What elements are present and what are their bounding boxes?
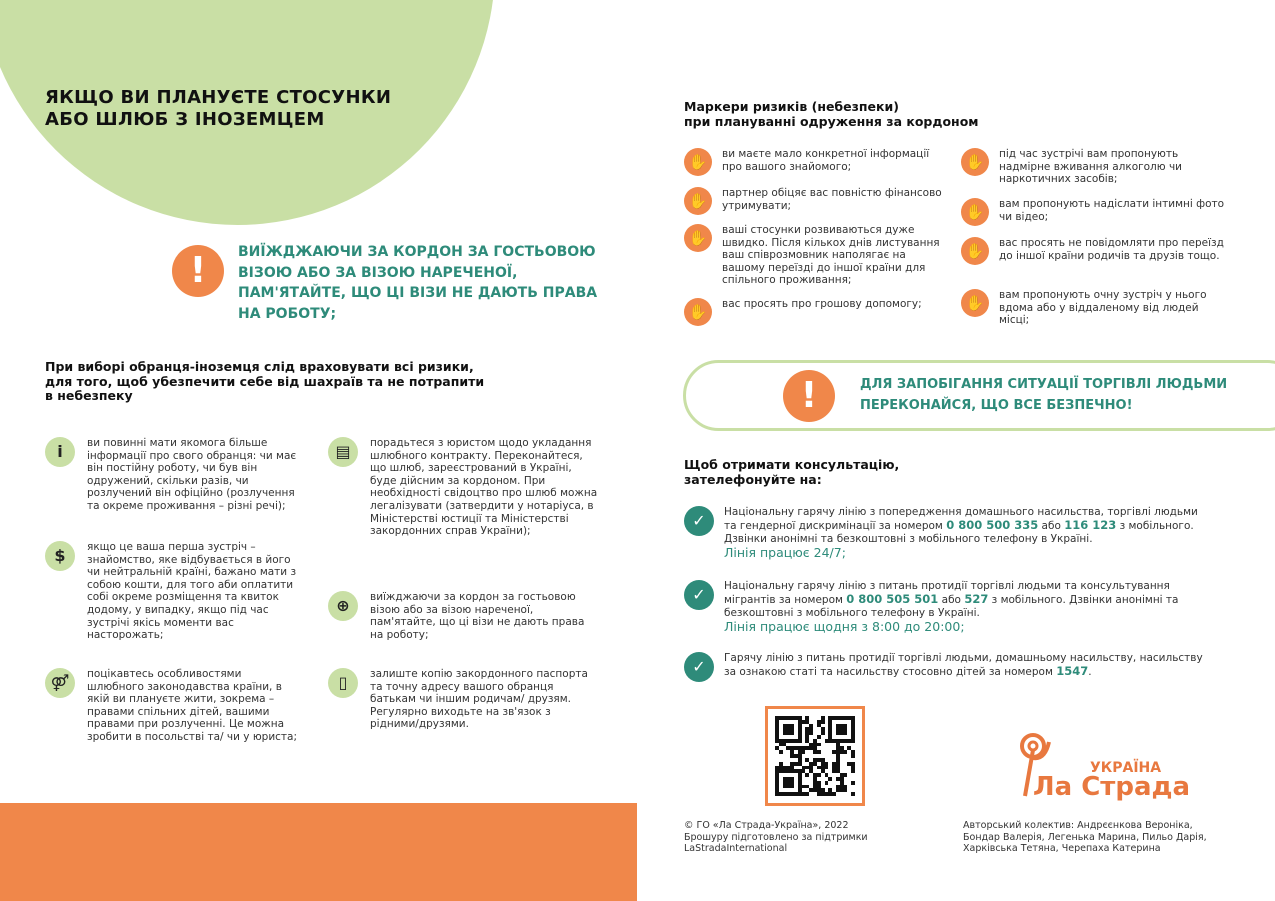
tip-item: ⚤ поцікавтесь особливостями шлюбного законодавства країни, в якій ви плануєте жити, зокрема – правами спільних дітей, вашими правами при розлученні. Це можна зробити в посольстві та/ чи у юриста; bbox=[45, 668, 300, 744]
risk-item: ✋ ваші стосунки розвиваються дуже швидко. Після кількох днів листування ваш співрозмовник наполягає на вашому переїзді до іншої країни для спільного проживання; bbox=[684, 224, 949, 287]
tip-item: ▤ порадьтеся з юристом щодо укладання шлюбного контракту. Переконайтеся, що шлюб, зареєстрований в Україні, буде дійсним за кордоном. При необхідності свідоцтво про шлюб можна легалізувати (затвердити у нотаріуса, в Міністерстві юстиції та Міністерстві закордонних справ України); bbox=[328, 437, 598, 538]
risk-item: ✋ вам пропонують очну зустріч у нього вдома або у віддаленому від людей місці; bbox=[961, 289, 1226, 327]
tip-item: ⊕ виїжджаючи за кордон за гостьовою візою або за візою нареченої, пам'ятайте, що ці візи не дають права на роботу; bbox=[328, 591, 598, 641]
hotline-item: ✓ Гарячу лінію з питань протидії торгівлі людьми, домашньому насильству, насильству за ознакою статі та насильству стосовно дітей за номером 1547. bbox=[684, 652, 1204, 682]
stop-hand-icon: ✋ bbox=[684, 187, 712, 215]
visa-warning: ВИЇЖДЖАЮЧИ ЗА КОРДОН ЗА ГОСТЬОВОЮ ВІЗОЮ АБО ЗА ВІЗОЮ НАРЕЧЕНОЇ, ПАМ'ЯТАЙТЕ, ЩО ЦІ ВІЗИ НЕ ДАЮТЬ ПРАВА НА РОБОТУ; bbox=[238, 244, 598, 322]
phone-number[interactable]: 116 123 bbox=[1064, 517, 1117, 532]
qr-code[interactable] bbox=[765, 706, 865, 806]
risk-item: ✋ вас просять про грошову допомогу; bbox=[684, 298, 949, 326]
authors: Авторський колектив: Андрєєнкова Вероніка, Бондар Валерія, Легенька Марина, Пильо Дарія, Харківська Тетяна, Черепаха Катерина bbox=[963, 820, 1207, 854]
document-icon: ▤ bbox=[328, 437, 358, 467]
stop-hand-icon: ✋ bbox=[684, 148, 712, 176]
risk-item: ✋ вас просять не повідомляти про переїзд до іншої країни родичів та друзів тощо. bbox=[961, 237, 1226, 265]
stop-hand-icon: ✋ bbox=[961, 198, 989, 226]
consult-heading: Щоб отримати консультацію, зателефонуйте на: bbox=[684, 457, 900, 487]
hours: Лінія працює щодня з 8:00 до 20:00; bbox=[724, 619, 965, 635]
tip-item: i ви повинні мати якомога більше інформації про свого обранця: чи має він постійну роботу, чи був він одружений, скільки разів, чи розлучений він офіційно (розлучення та окреме проживання – різні речі); bbox=[45, 437, 300, 513]
phone-number[interactable]: 527 bbox=[964, 591, 989, 606]
rings-icon: ⚤ bbox=[45, 668, 75, 698]
passport-icon: ⊕ bbox=[328, 591, 358, 621]
risk-item: ✋ під час зустрічі вам пропонують надмірне вживання алкоголю чи наркотичних засобів; bbox=[961, 148, 1226, 186]
phone-number[interactable]: 0 800 505 501 bbox=[846, 591, 939, 606]
info-icon: i bbox=[45, 437, 75, 467]
warning-icon: ! bbox=[172, 245, 224, 297]
page-title: ЯКЩО ВИ ПЛАНУЄТЕ СТОСУНКИ АБО ШЛЮБ З ІНОЗЕМЦЕМ bbox=[45, 87, 392, 130]
stop-hand-icon: ✋ bbox=[961, 237, 989, 265]
risks-heading: Маркери ризиків (небезпеки) при плануванні одруження за кордоном bbox=[684, 99, 979, 129]
stop-hand-icon: ✋ bbox=[684, 298, 712, 326]
intro-heading: При виборі обранця-іноземця слід враховувати всі ризики, для того, щоб убезпечити себе від шахраїв та не потрапити в небезпеку bbox=[45, 359, 485, 403]
decorative-orange-bar bbox=[0, 803, 637, 901]
hotline-item: ✓ Національну гарячу лінію з питань протидії торгівлі людьми та консультування мігрантів за номером 0 800 505 501 або 527 з мобільного. Дзвінки анонімні та безкоштовні з мобільного телефону в Україні. Лінія працює щодня з 8:00 до 20:00; bbox=[684, 580, 1204, 634]
risk-item: ✋ ви маєте мало конкретної інформації про вашого знайомого; bbox=[684, 148, 949, 176]
tip-item: ▯ залиште копію закордонного паспорта та точну адресу вашого обранця батькам чи іншим родичам/ друзям. Регулярно виходьте на зв'язок з рідними/друзями. bbox=[328, 668, 598, 731]
tip-item: $ якщо це ваша перша зустріч – знайомство, яке відбувається в його чи нейтральній країні, бажано мати з собою кошти, для того аби оплатити собі окреме розміщення та квиток додому, у випадку, якщо під час зустрічі якісь моменти вас насторожать; bbox=[45, 541, 300, 642]
safety-warning: ДЛЯ ЗАПОБІГАННЯ СИТУАЦІЇ ТОРГІВЛІ ЛЮДЬМИ ПЕРЕКОНАЙСЯ, ЩО ВСЕ БЕЗПЕЧНО! bbox=[860, 377, 1228, 413]
stop-hand-icon: ✋ bbox=[684, 224, 712, 252]
check-icon: ✓ bbox=[684, 580, 714, 610]
phone-home-icon: ▯ bbox=[328, 668, 358, 698]
phone-number[interactable]: 0 800 500 335 bbox=[946, 517, 1039, 532]
check-icon: ✓ bbox=[684, 506, 714, 536]
stop-hand-icon: ✋ bbox=[961, 148, 989, 176]
phone-number[interactable]: 1547 bbox=[1056, 663, 1089, 678]
risk-item: ✋ партнер обіцяє вас повністю фінансово утримувати; bbox=[684, 187, 949, 215]
stop-hand-icon: ✋ bbox=[961, 289, 989, 317]
hours: Лінія працює 24/7; bbox=[724, 545, 846, 561]
check-icon: ✓ bbox=[684, 652, 714, 682]
copyright: © ГО «Ла Страда-Україна», 2022 Брошуру підготовлено за підтримки LaStradaInternational bbox=[684, 820, 868, 854]
risk-item: ✋ вам пропонують надіслати інтимні фото чи відео; bbox=[961, 198, 1226, 226]
hotline-item: ✓ Національну гарячу лінію з попередження домашнього насильства, торгівлі людьми та гендерної дискримінації за номером 0 800 500 335 або 116 123 з мобільного. Дзвінки анонімні та безкоштовні з мобільного телефону в Україні. Лінія працює 24/7; bbox=[684, 506, 1204, 560]
dollar-icon: $ bbox=[45, 541, 75, 571]
warning-icon: ! bbox=[783, 370, 835, 422]
